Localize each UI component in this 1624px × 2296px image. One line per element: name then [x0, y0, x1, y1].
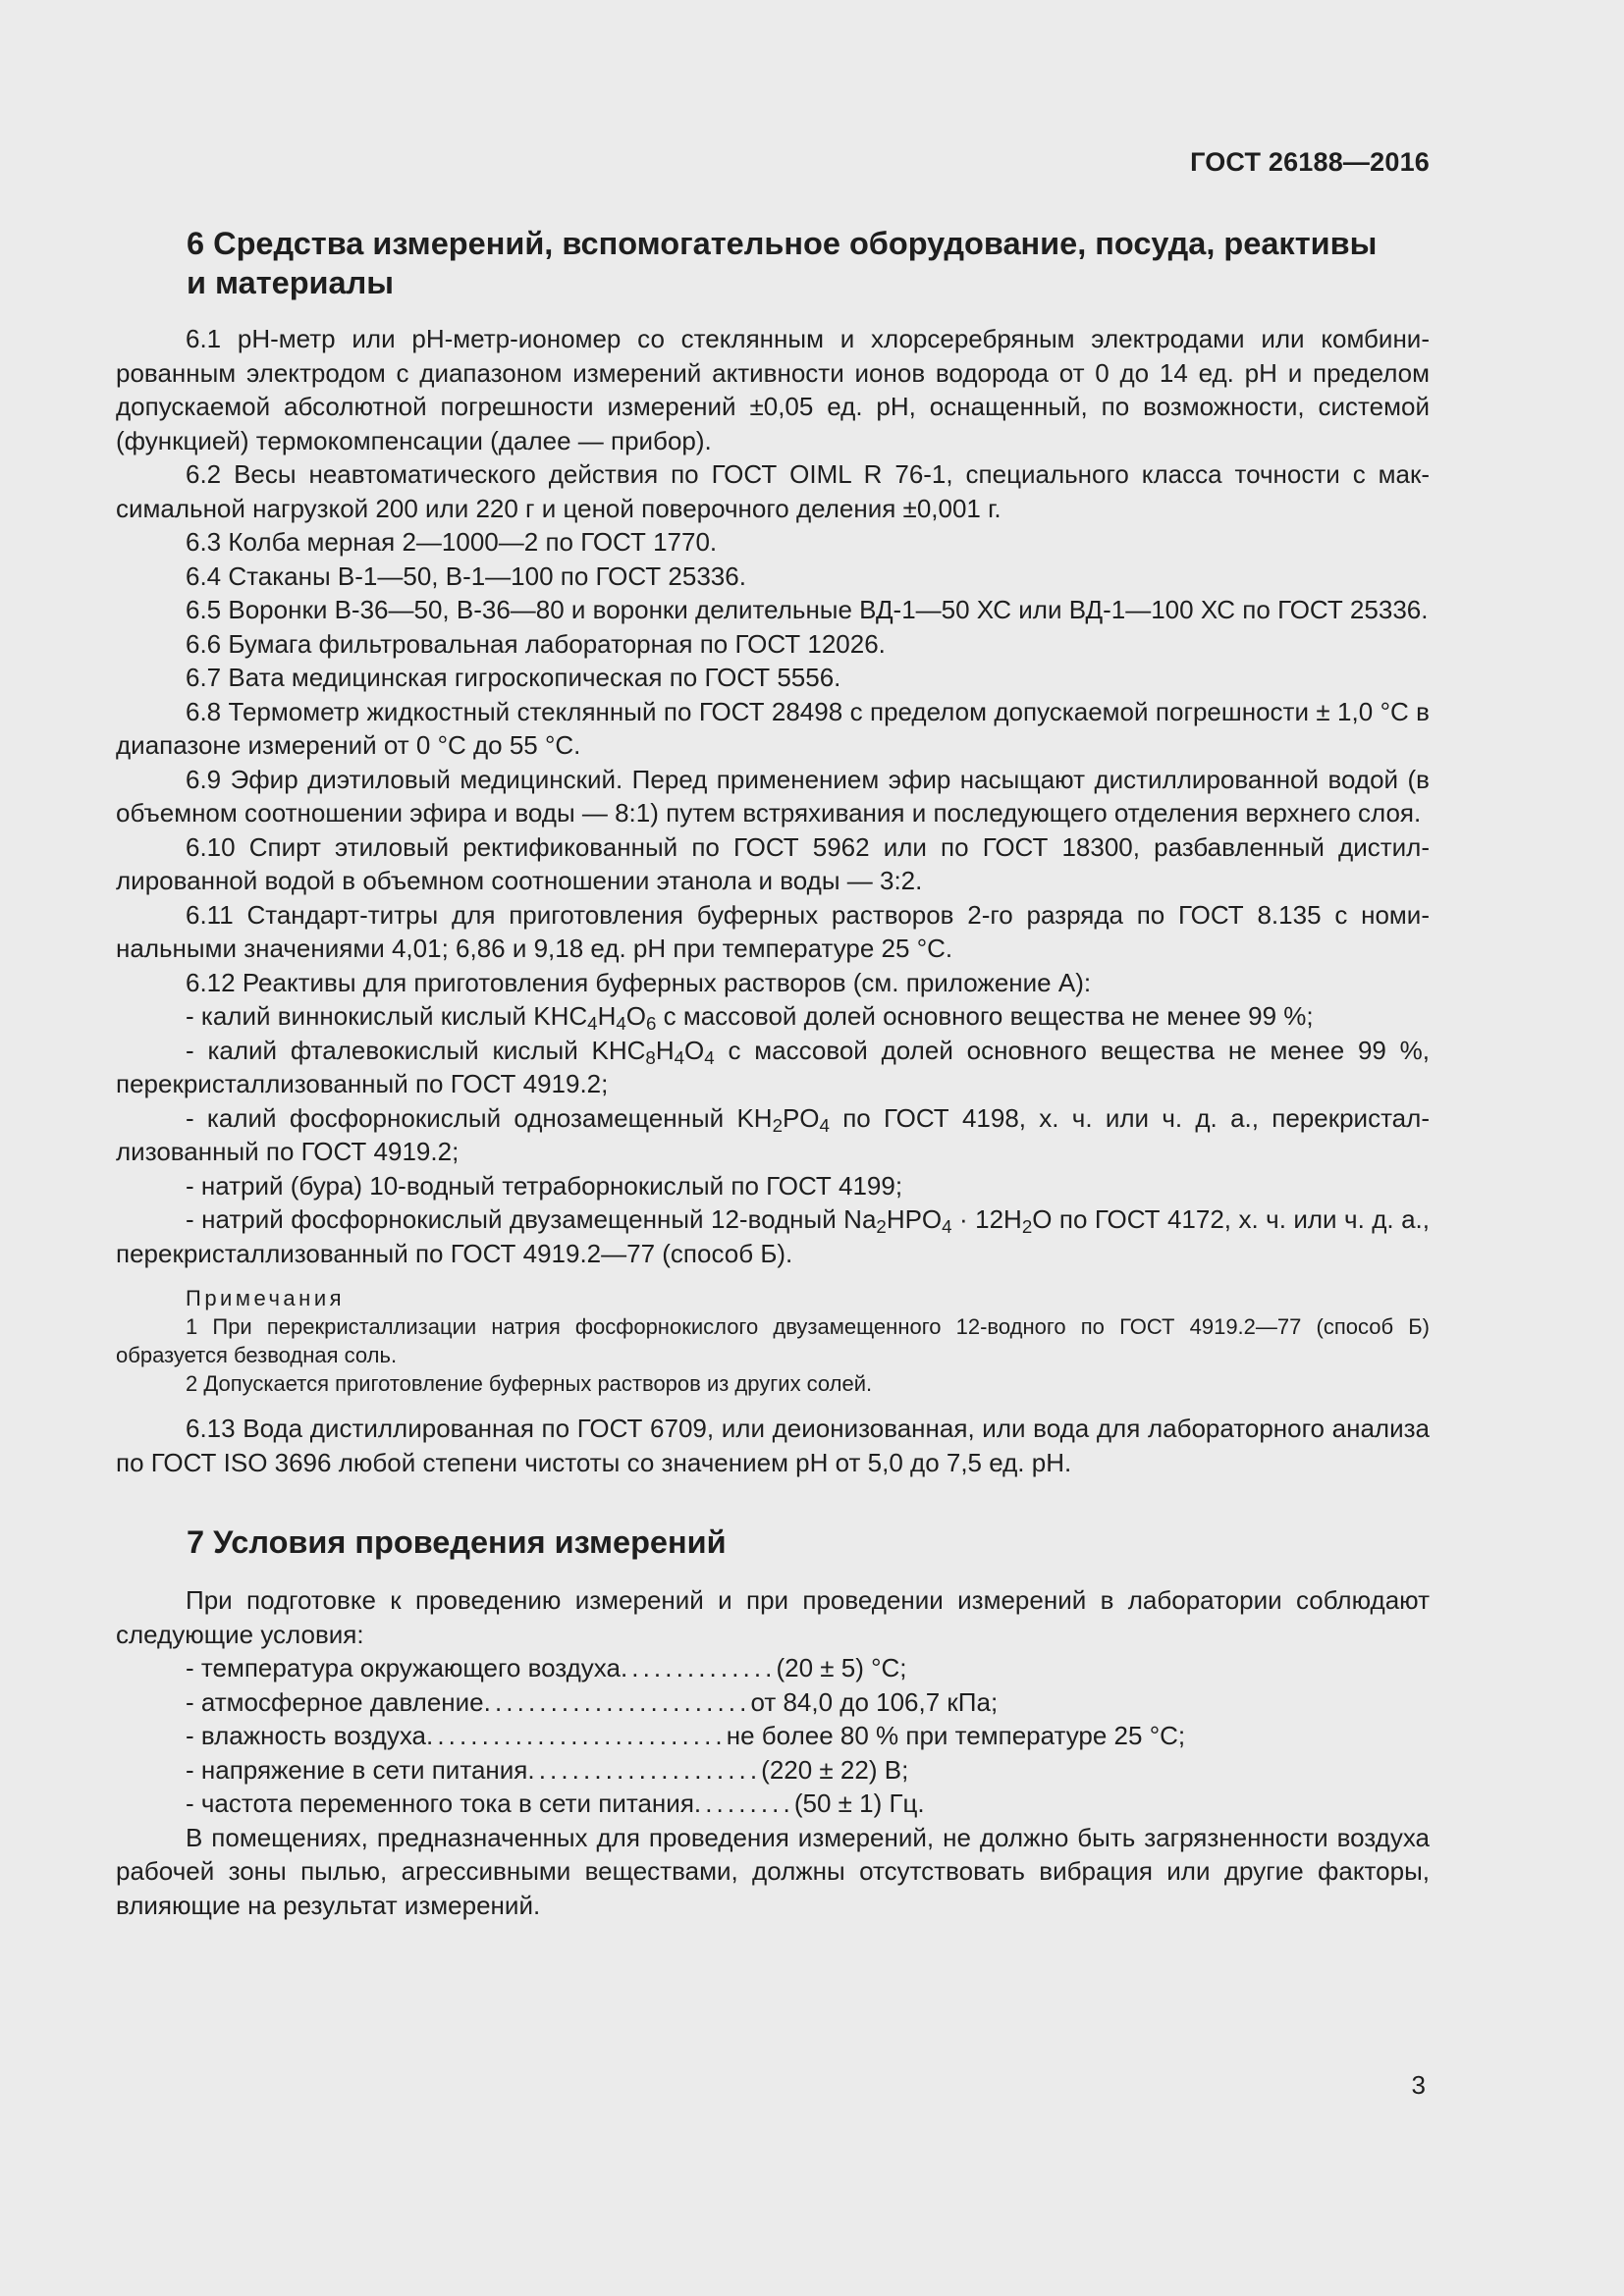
clause-6-4: 6.4 Стаканы В-1—50, В-1—100 по ГОСТ 25336. — [186, 561, 746, 591]
condition-row: - атмосферное давление ........................ от 84,0 до 106,7 кПа; — [186, 1686, 999, 1717]
section-6-title-line2: и материалы — [187, 265, 394, 300]
condition-row: - влажность воздуха ........................... не более 80 % при температуре 25 °С; — [186, 1721, 1186, 1750]
condition-row: - температура окружающего воздуха .............. (20 ± 5) °С; — [186, 1653, 907, 1682]
note-2: 2 Допускается приготовление буферных растворов из других солей. — [186, 1371, 873, 1396]
notes-title: Примечания — [186, 1286, 346, 1310]
clause-6-8: 6.8 Термометр жидкостный стеклянный по ГОСТ 28498 с пределом допускаемой погрешности ± 1,0 °С в диапазоне измерений от 0 °С до 55 °С. — [116, 696, 1430, 760]
clause-6-2: 6.2 Весы неавтоматического действия по ГОСТ OIML R 76-1, специального класса точности с максимальной нагрузкой 200 или 220 г и ценой поверочного деления ±0,001 г. — [116, 459, 1430, 523]
page-number: 3 — [1411, 2070, 1426, 2100]
reagent-item: - натрий фосфорнокислый двузамещенный 12-водный $Na_2HPO_4 \cdot 12H_2O$ по ГОСТ 4172, х. ч. или ч. д. а., перекристаллизованный по ГОСТ 4919.2—77 (способ Б). — [116, 1204, 1430, 1268]
clause-6-1: 6.1 рН-метр или рН-метр-иономер со стеклянным и хлорсеребряным электродами или комбинированным электродом с диапазоном измерений активности ионов водорода от 0 до 14 ед. рН и пределом допускаемой абсолютной погрешности измерений ±0,05 ед. рН, оснащенный, по возможности, системой (функцией) термокомпенсации (далее — прибор). — [116, 324, 1430, 455]
clause-6-13: 6.13 Вода дистиллированная по ГОСТ 6709, или деионизованная, или вода для лабораторного анализа по ГОСТ ISO 3696 любой степени чистоты со значением рН от 5,0 до 7,5 ед. рН. — [116, 1414, 1430, 1477]
reagent-item: - натрий (бура) 10-водный тетраборнокислый по ГОСТ 4199; — [186, 1170, 903, 1201]
page-content — [116, 224, 1430, 1922]
condition-row: - частота переменного тока в сети питания ......... (50 ± 1) Гц. — [186, 1789, 925, 1818]
clause-6-9: 6.9 Эфир диэтиловый медицинский. Перед применением эфир насыщают дистиллированной водой (в объемном соотношении эфира и воды — 8:1) путем встряхивания и последующего отделения верхнего слоя. — [116, 764, 1430, 828]
clause-6-6: 6.6 Бумага фильтровальная лабораторная по ГОСТ 12026. — [186, 628, 886, 659]
reagent-item: - калий фталевокислый кислый $KHC_8H_4O_4$ с массовой долей основного вещества не менее 99 %, перекристаллизованный по ГОСТ 4919.2; — [116, 1035, 1430, 1098]
section-6-title-line1: 6 Средства измерений, вспомогательное оборудование, посуда, реактивы — [187, 226, 1378, 261]
reagent-item: - калий виннокислый кислый $KHC_4H_4O_6$ с массовой долей основного вещества не менее 99 %; — [186, 1001, 1314, 1035]
clause-6-7: 6.7 Вата медицинская гигроскопическая по ГОСТ 5556. — [186, 663, 841, 692]
conditions-intro: При подготовке к проведению измерений и при проведении измерений в лаборатории соблюдают следующие условия: — [116, 1585, 1430, 1649]
section-7-heading: 7 Условия проведения измерений — [187, 1524, 727, 1560]
document-code: ГОСТ 26188—2016 — [1190, 147, 1430, 177]
reagent-item: - калий фосфорнокислый однозамещенный $KH_2PO_4$ по ГОСТ 4198, х. ч. или ч. д. а., перекристаллизованный по ГОСТ 4919.2; — [116, 1102, 1430, 1166]
section-6-heading — [187, 224, 1430, 302]
clause-6-12: 6.12 Реактивы для приготовления буферных растворов (см. приложение А): — [186, 967, 1092, 997]
clause-6-10: 6.10 Спирт этиловый ректификованный по ГОСТ 5962 или по ГОСТ 18300, разбавленный дистиллированной водой в объемном соотношении этанола и воды — 3:2. — [116, 831, 1430, 895]
clause-6-3: 6.3 Колба мерная 2—1000—2 по ГОСТ 1770. — [186, 527, 718, 557]
notes-block — [116, 1284, 1430, 1398]
clause-6-5: 6.5 Воронки В-36—50, В-36—80 и воронки делительные ВД-1—50 ХС или ВД-1—100 ХС по ГОСТ 25336. — [186, 595, 1429, 624]
conditions-closing: В помещениях, предназначенных для проведения измерений, не должно быть загрязненности воздуха рабочей зоны пылью, агрессивными веществами, должны отсутствовать вибрация или другие факторы, влияющие на результат измерений. — [116, 1822, 1430, 1920]
clause-6-11: 6.11 Стандарт-титры для приготовления буферных растворов 2-го разряда по ГОСТ 8.135 с номинальными значениями 4,01; 6,86 и 9,18 ед. рН при температуре 25 °С. — [116, 899, 1430, 963]
note-1: 1 При перекристаллизации натрия фосфорнокислого двузамещенного 12-водного по ГОСТ 4919.2—77 (способ Б) образуется безводная соль. — [116, 1314, 1430, 1367]
condition-row: - напряжение в сети питания ..................... (220 ± 22) В; — [186, 1754, 909, 1785]
